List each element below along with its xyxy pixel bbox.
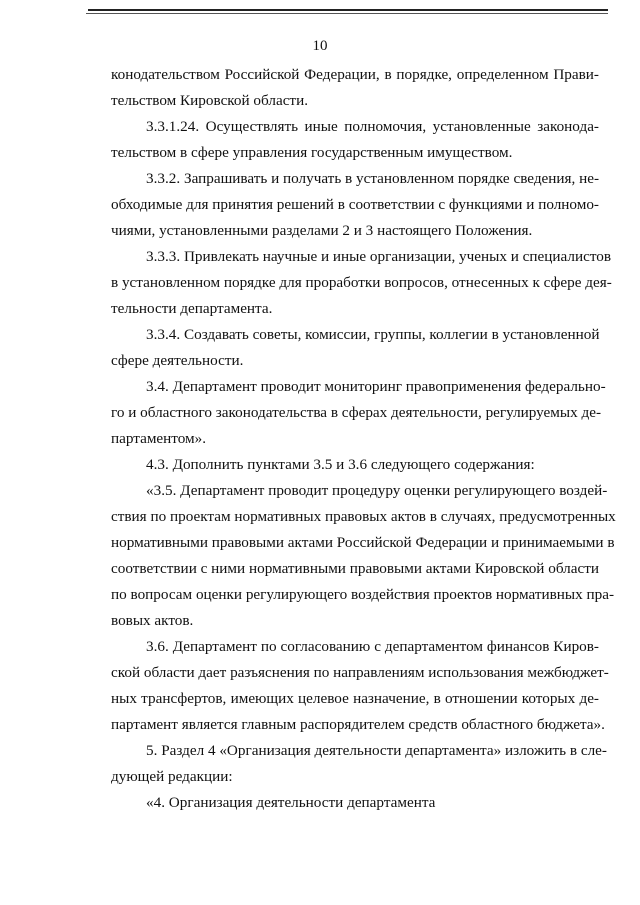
text-line: 3.3.3. Привлекать научные и иные организации, ученых и специалистов [146, 248, 612, 265]
text-line: 4.3. Дополнить пунктами 3.5 и 3.6 следующего содержания: [146, 456, 535, 473]
text-line: соответствии с ними нормативными правовыми актами Кировской области [111, 560, 599, 577]
top-border-line [88, 9, 608, 11]
text-line: ской области дает разъяснения по направлениям использования межбюджет- [111, 664, 609, 681]
text-line: «3.5. Департамент проводит процедуру оценки регулирующего воздей- [146, 482, 608, 499]
text-line: нормативными правовыми актами Российской Федерации и принимаемыми в [111, 534, 615, 551]
text-line: чиями, установленными разделами 2 и 3 настоящего Положения. [111, 222, 533, 239]
top-border-line-thin [86, 13, 608, 14]
page-number: 10 [312, 38, 328, 54]
text-line: 5. Раздел 4 «Организация деятельности департамента» изложить в сле- [146, 742, 607, 759]
text-line: тельством Кировской области. [111, 92, 308, 109]
text-line: 3.3.4. Создавать советы, комиссии, группы, коллегии в установленной [146, 326, 600, 343]
text-line: партаментом». [111, 430, 207, 447]
text-line: ствия по проектам нормативных правовых актов в случаях, предусмотренных [111, 508, 616, 525]
text-line: тельством в сфере управления государственным имуществом. [111, 144, 513, 161]
text-line: 3.6. Департамент по согласованию с департаментом финансов Киров- [146, 638, 599, 655]
text-line: тельности департамента. [111, 300, 273, 317]
text-line: в установленном порядке для проработки вопросов, отнесенных к сфере дея- [111, 274, 612, 291]
text-line: вовых актов. [111, 612, 194, 629]
text-line: 3.3.2. Запрашивать и получать в установленном порядке сведения, не- [146, 170, 600, 187]
text-line: 3.3.1.24. Осуществлять иные полномочия, установленные законода- [146, 118, 599, 135]
text-line: дующей редакции: [111, 768, 233, 785]
text-line: по вопросам оценки регулирующего воздействия проектов нормативных пра- [111, 586, 615, 603]
text-line: конодательством Российской Федерации, в порядке, определенном Прави- [111, 66, 599, 83]
text-line: сфере деятельности. [111, 352, 244, 369]
text-line: 3.4. Департамент проводит мониторинг правоприменения федерально- [146, 378, 606, 395]
text-line: партамент является главным распорядителем средств областного бюджета». [111, 716, 605, 733]
text-line: ных трансфертов, имеющих целевое назначение, в отношении которых де- [111, 690, 599, 707]
text-line: го и областного законодательства в сферах деятельности, регулируемых де- [111, 404, 602, 421]
section-heading: «4. Организация деятельности департамента [146, 794, 436, 811]
text-line: обходимые для принятия решений в соответствии с функциями и полномо- [111, 196, 599, 213]
